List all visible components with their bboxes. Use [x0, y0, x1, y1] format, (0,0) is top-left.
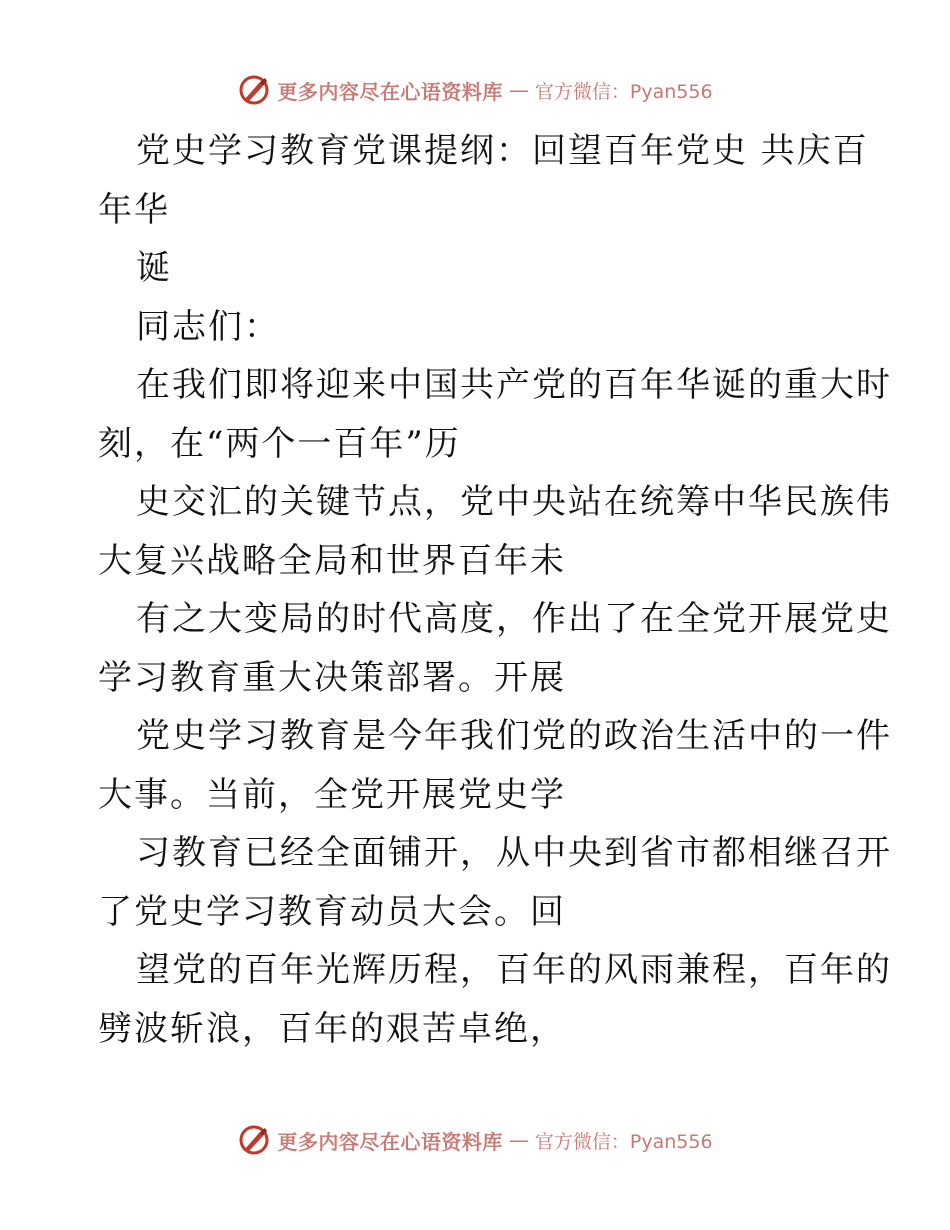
- watermark-wechat-text: 官方微信：Pyan556: [534, 80, 713, 103]
- watermark-site-text: 更多内容尽在心语资料库: [277, 79, 503, 104]
- document-body: [98, 122, 892, 1058]
- body-line: 在我们即将迎来中国共产党的百年华诞的重大时: [136, 365, 892, 405]
- body-line: 大事。当前，全党开展党史学: [98, 774, 566, 815]
- body-line: 望党的百年光辉历程，百年的风雨兼程，百年的: [136, 950, 892, 990]
- body-line: 刻，在“两个一百年”历: [98, 423, 461, 464]
- body-line: 党史学习教育是今年我们党的政治生活中的一件: [136, 716, 892, 756]
- body-line: 大复兴战略全局和世界百年未: [98, 540, 566, 581]
- watermark-wechat-text: 官方微信：Pyan556: [534, 1130, 713, 1153]
- header-watermark: [0, 70, 950, 110]
- body-line: 有之大变局的时代高度，作出了在全党开展党史: [136, 599, 892, 639]
- watermark-site-text: 更多内容尽在心语资料库: [277, 1129, 503, 1154]
- watermark-brand: [237, 1123, 712, 1157]
- body-line: 了党史学习教育动员大会。回: [98, 891, 566, 932]
- title-line-2: 年华: [98, 189, 170, 230]
- body-line: 习教育已经全面铺开，从中央到省市都相继召开: [136, 833, 892, 873]
- title-line-3: 诞: [136, 248, 172, 288]
- watermark-brand: [237, 73, 712, 107]
- title-line-1: 党史学习教育党课提纲：回望百年党史 共庆百: [136, 131, 869, 171]
- salutation: 同志们：: [136, 306, 280, 347]
- footer-watermark: [0, 1120, 950, 1160]
- watermark-separator: —: [508, 78, 529, 102]
- pen-logo-icon: [237, 73, 271, 107]
- body-line: 史交汇的关键节点，党中央站在统筹中华民族伟: [136, 482, 892, 522]
- body-line: 劈波斩浪，百年的艰苦卓绝，: [98, 1008, 566, 1049]
- watermark-separator: —: [508, 1128, 529, 1152]
- pen-logo-icon: [237, 1123, 271, 1157]
- body-line: 学习教育重大决策部署。开展: [98, 657, 566, 698]
